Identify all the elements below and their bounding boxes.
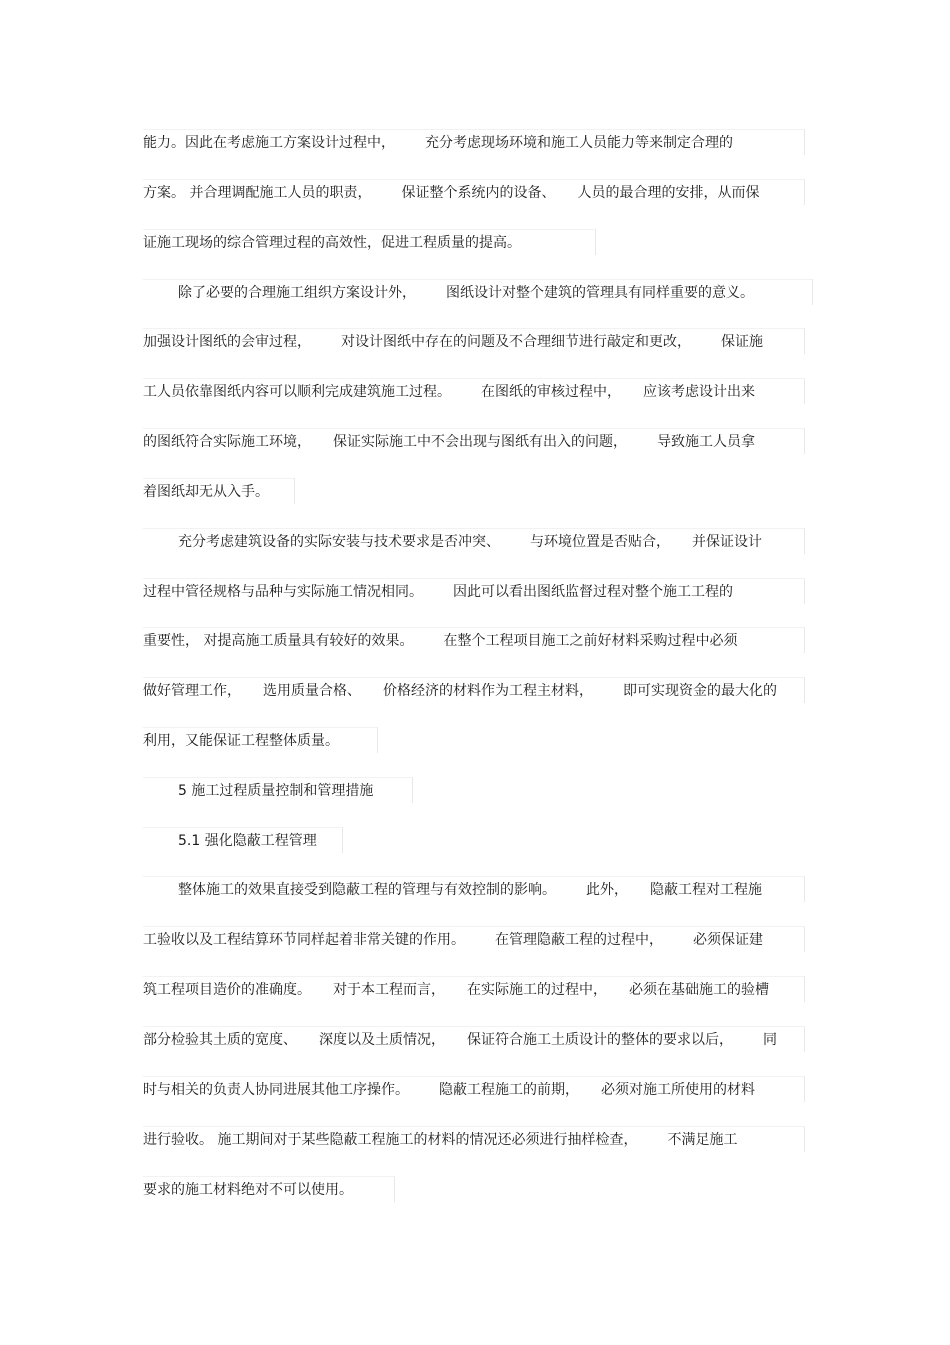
- text-segment: 选用质量合格、: [263, 683, 361, 699]
- text-segment: 能力。因此在考虑施工方案设计过程中，: [143, 135, 395, 151]
- text-line: [143, 179, 805, 205]
- text-segment: 保证实际施工中不会出现与图纸有出入的问题，: [333, 434, 627, 450]
- text-segment: 必须在基础施工的验槽: [629, 982, 769, 998]
- text-segment: 对于本工程而言，: [333, 982, 445, 998]
- text-segment: 利用，又能保证工程整体质量。: [143, 733, 339, 749]
- text-segment: 应该考虑设计出来: [643, 384, 755, 400]
- text-segment: 保证施: [721, 334, 763, 350]
- text-line: [143, 1126, 805, 1152]
- text-segment: 隐蔽工程对工程施: [650, 882, 762, 898]
- text-segment: 同: [763, 1032, 777, 1048]
- text-segment: 5.1 强化隐蔽工程管理: [178, 833, 317, 849]
- text-segment: 隐蔽工程施工的前期，: [439, 1082, 579, 1098]
- text-segment: 着图纸却无从入手。: [143, 484, 269, 500]
- text-segment: 深度以及土质情况，: [319, 1032, 445, 1048]
- text-segment: 必须保证建: [693, 932, 763, 948]
- text-line: [143, 627, 805, 653]
- text-segment: 此外，: [586, 882, 628, 898]
- text-segment: 不满足施工: [667, 1132, 738, 1148]
- text-segment: 加强设计图纸的会审过程，: [143, 334, 311, 350]
- text-segment: 价格经济的材料作为工程主材料，: [383, 683, 593, 699]
- text-segment: 整体施工的效果直接受到隐蔽工程的管理与有效控制的影响。: [178, 882, 556, 898]
- text-segment: 要求的施工材料绝对不可以使用。: [143, 1182, 353, 1198]
- text-line: [143, 578, 805, 604]
- text-line: [143, 976, 805, 1002]
- text-line: [143, 1176, 395, 1202]
- text-segment: 对设计图纸中存在的问题及不合理细节进行敲定和更改，: [341, 334, 691, 350]
- text-segment: 工验收以及工程结算环节同样起着非常关键的作用。: [143, 932, 465, 948]
- text-line: [143, 229, 596, 255]
- text-line: [143, 428, 805, 454]
- text-segment: 人员的最合理的安排，从而保: [577, 185, 760, 201]
- text-segment: 即可实现资金的最大化的: [623, 683, 777, 699]
- text-segment: 导致施工人员拿: [657, 434, 755, 450]
- text-line: [143, 677, 805, 703]
- text-segment: 保证符合施工土质设计的整体的要求以后，: [467, 1032, 733, 1048]
- text-segment: 必须对施工所使用的材料: [601, 1082, 755, 1098]
- text-segment: 在图纸的审核过程中，: [481, 384, 621, 400]
- text-segment: 图纸设计对整个建筑的管理具有同样重要的意义。: [446, 285, 754, 301]
- text-line: [143, 926, 805, 952]
- text-segment: 的图纸符合实际施工环境，: [143, 434, 311, 450]
- paragraph-first-line: [143, 528, 805, 554]
- text-line: [143, 378, 805, 404]
- paragraph-first-line: [143, 279, 813, 305]
- text-line: [143, 478, 295, 504]
- text-segment: 部分检验其土质的宽度、: [143, 1032, 297, 1048]
- text-segment: 与环境位置是否贴合，: [530, 534, 670, 550]
- text-segment: 保证整个系统内的设备、: [401, 185, 556, 201]
- text-segment: 充分考虑现场环境和施工人员能力等来制定合理的: [425, 135, 733, 151]
- text-segment: 重要性， 对提高施工质量具有较好的效果。: [143, 633, 414, 649]
- text-segment: 过程中管径规格与品种与实际施工情况相同。: [143, 584, 423, 600]
- text-segment: 做好管理工作，: [143, 683, 241, 699]
- text-segment: 工人员依靠图纸内容可以顺利完成建筑施工过程。: [143, 384, 451, 400]
- subsection-heading: [143, 827, 343, 853]
- text-segment: 在整个工程项目施工之前好材料采购过程中必须: [443, 633, 738, 649]
- text-segment: 除了必要的合理施工组织方案设计外，: [178, 285, 416, 301]
- text-segment: 进行验收。 施工期间对于某些隐蔽工程施工的材料的情况还必须进行抽样检查，: [143, 1132, 638, 1148]
- text-line: [143, 727, 378, 753]
- paragraph-first-line: [143, 876, 805, 902]
- text-line: [143, 1026, 805, 1052]
- text-segment: 方案。 并合理调配施工人员的职责，: [143, 185, 372, 201]
- text-segment: 因此可以看出图纸监督过程对整个施工工程的: [453, 584, 733, 600]
- text-segment: 在实际施工的过程中，: [467, 982, 607, 998]
- text-segment: 5 施工过程质量控制和管理措施: [178, 783, 374, 799]
- text-segment: 筑工程项目造价的准确度。: [143, 982, 311, 998]
- text-line: [143, 328, 805, 354]
- section-heading: [143, 777, 413, 803]
- text-segment: 并保证设计: [692, 534, 762, 550]
- text-segment: 充分考虑建筑设备的实际安装与技术要求是否冲突、: [178, 534, 500, 550]
- text-line: [143, 1076, 805, 1102]
- text-segment: 在管理隐蔽工程的过程中，: [495, 932, 663, 948]
- text-segment: 证施工现场的综合管理过程的高效性，促进工程质量的提高。: [143, 235, 521, 251]
- text-segment: 时与相关的负责人协同进展其他工序操作。: [143, 1082, 409, 1098]
- text-line: [143, 129, 805, 155]
